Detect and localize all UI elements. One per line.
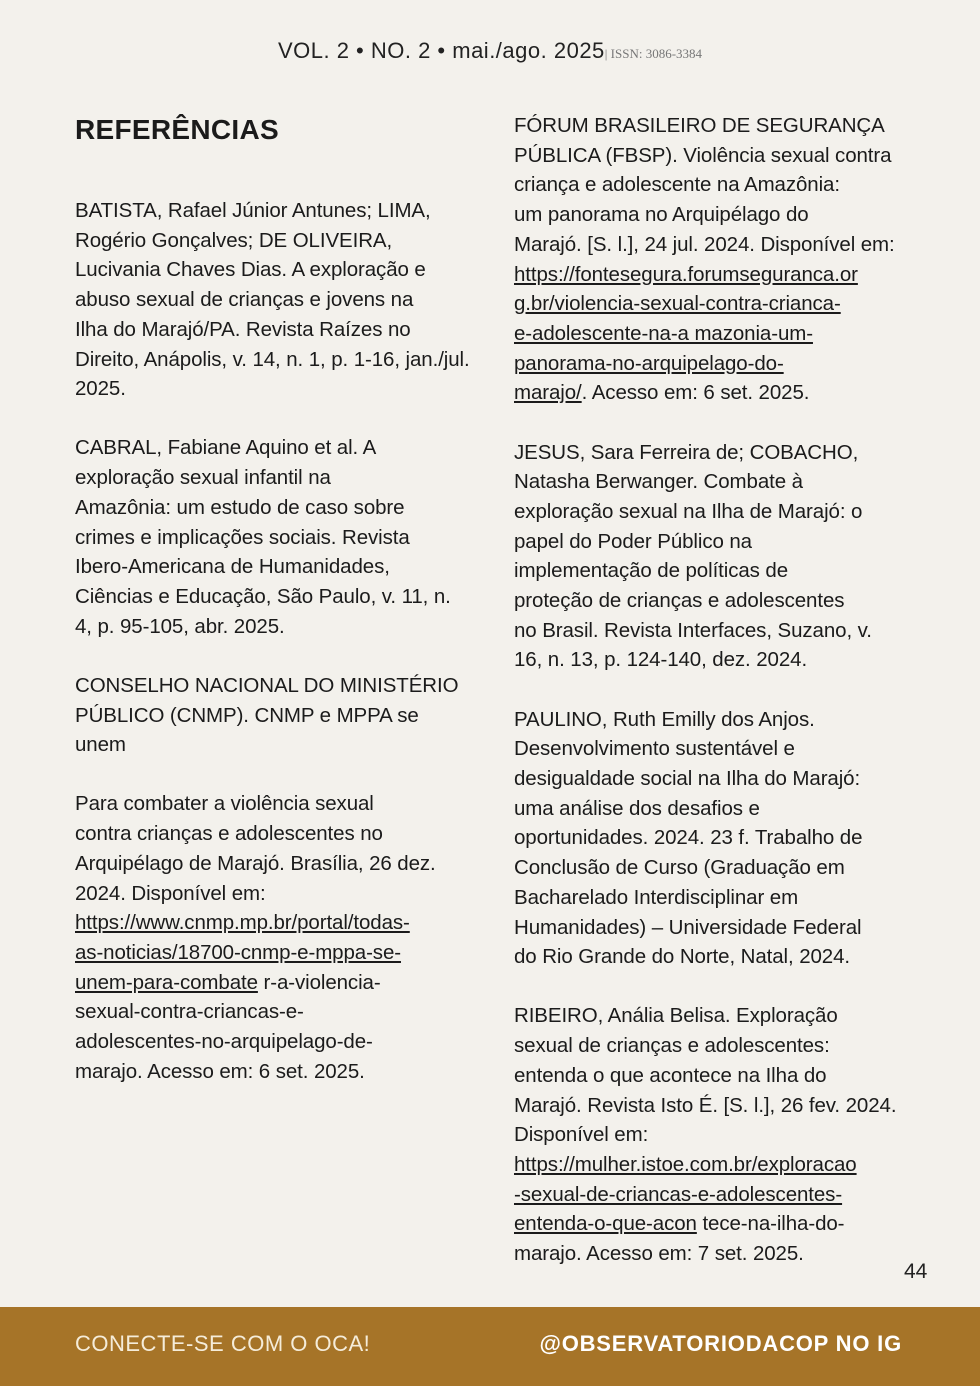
reference-text-line: Amazônia: um estudo de caso sobre <box>75 495 405 519</box>
reference-link[interactable]: e-adolescente-na-a mazonia-um- <box>514 321 813 345</box>
reference-entry <box>75 433 475 641</box>
reference-entry <box>75 196 475 404</box>
reference-text-fragment: tece-na-ilha-do- <box>696 1212 845 1236</box>
reference-text-line: Ibero-Americana de Humanidades, <box>75 555 390 579</box>
footer-instagram-handle[interactable]: @OBSERVATORIODACOP NO IG <box>539 1331 902 1356</box>
reference-text-line: desigualdade social na Ilha do Marajó: <box>514 767 861 791</box>
reference-text-line: exploração sexual infantil na <box>75 466 331 490</box>
reference-link[interactable]: marajo/ <box>514 381 582 405</box>
reference-text-line: 16, n. 13, p. 124-140, dez. 2024. <box>514 648 808 672</box>
reference-text-line: Desenvolvimento sustentável e <box>514 737 795 761</box>
reference-text-line: Disponível em: <box>514 1123 649 1147</box>
reference-entry <box>514 705 914 972</box>
reference-text-line: sexual de crianças e adolescentes: <box>514 1034 830 1058</box>
reference-text-line: crimes e implicações sociais. Revista <box>75 525 410 549</box>
reference-text-line: contra crianças e adolescentes no <box>75 822 383 846</box>
reference-text-line: uma análise dos desafios e <box>514 796 760 820</box>
reference-text-line: exploração sexual na Ilha de Marajó: o <box>514 499 863 523</box>
footer-bar <box>0 1307 980 1386</box>
reference-text-line: Para combater a violência sexual <box>75 792 374 816</box>
reference-text-line: Lucivania Chaves Dias. A exploração e <box>75 258 426 282</box>
volume-info: VOL. 2 • NO. 2 • mai./ago. 2025 <box>277 38 605 63</box>
reference-link[interactable]: unem-para-combate <box>75 970 258 994</box>
reference-text-line: FÓRUM BRASILEIRO DE SEGURANÇA <box>514 114 885 137</box>
reference-text-line: um panorama no Arquipélago do <box>514 203 809 227</box>
reference-mixed-line <box>514 1209 914 1239</box>
reference-text-line: marajo. Acesso em: 6 set. 2025. <box>75 1059 365 1083</box>
reference-entry <box>75 789 475 1086</box>
reference-text-line: adolescentes-no-arquipelago-de- <box>75 1030 373 1054</box>
reference-text-line: Natasha Berwanger. Combate à <box>514 470 803 494</box>
footer-call-to-action: CONECTE-SE COM O OCA! <box>75 1331 371 1356</box>
reference-text-line: 2024. Disponível em: <box>75 881 266 905</box>
reference-text-line: Marajó. [S. l.], 24 jul. 2024. Disponível em: <box>514 232 895 256</box>
reference-entry <box>514 1001 914 1268</box>
reference-text-line: JESUS, Sara Ferreira de; COBACHO, <box>514 440 859 464</box>
reference-text-line: unem <box>75 733 126 757</box>
reference-entry <box>514 111 914 408</box>
reference-text-line: oportunidades. 2024. 23 f. Trabalho de <box>514 826 863 850</box>
reference-text-line: PÚBLICA (FBSP). Violência sexual contra <box>514 143 892 167</box>
reference-mixed-line <box>75 968 475 998</box>
reference-text-line: RIBEIRO, Anália Belisa. Exploração <box>514 1004 838 1028</box>
reference-text-line: no Brasil. Revista Interfaces, Suzano, v. <box>514 618 872 642</box>
reference-text-line: entenda o que acontece na Ilha do <box>514 1063 827 1087</box>
right-reference-list <box>514 111 914 1269</box>
reference-link[interactable]: https://mulher.istoe.com.br/exploracao <box>514 1153 857 1176</box>
reference-text-line: Direito, Anápolis, v. 14, n. 1, p. 1-16, jan./jul. <box>75 347 470 371</box>
journal-header <box>0 38 980 64</box>
left-reference-list <box>75 196 475 1086</box>
reference-text-line: BATISTA, Rafael Júnior Antunes; LIMA, <box>75 199 431 222</box>
reference-text-line: CONSELHO NACIONAL DO MINISTÉRIO <box>75 673 459 697</box>
reference-text-line: implementação de políticas de <box>514 559 789 583</box>
reference-mixed-line <box>514 378 914 408</box>
reference-text-line: Ciências e Educação, São Paulo, v. 11, n. <box>75 584 451 608</box>
reference-text-line: 4, p. 95-105, abr. 2025. <box>75 614 285 638</box>
reference-entry <box>514 438 914 676</box>
reference-link[interactable]: panorama-no-arquipelago-do- <box>514 351 784 375</box>
reference-text-line: criança e adolescente na Amazônia: <box>514 173 840 197</box>
reference-text-line: sexual-contra-criancas-e- <box>75 1000 304 1024</box>
reference-text-line: do Rio Grande do Norte, Natal, 2024. <box>514 945 850 969</box>
page-number: 44 <box>904 1260 928 1283</box>
reference-link[interactable]: https://www.cnmp.mp.br/portal/todas- <box>75 911 410 935</box>
reference-link[interactable]: entenda-o-que-acon <box>514 1212 697 1236</box>
reference-link[interactable]: as-noticias/18700-cnmp-e-mppa-se- <box>75 940 401 964</box>
references-heading: REFERÊNCIAS <box>75 114 279 145</box>
reference-link[interactable]: https://fontesegura.forumseguranca.or <box>514 262 858 286</box>
reference-link[interactable]: g.br/violencia-sexual-contra-crianca- <box>514 292 841 316</box>
reference-text-line: CABRAL, Fabiane Aquino et al. A <box>75 436 377 460</box>
reference-text-line: Conclusão de Curso (Graduação em <box>514 856 845 880</box>
reference-text-line: proteção de crianças e adolescentes <box>514 589 845 613</box>
reference-text-line: Arquipélago de Marajó. Brasília, 26 dez. <box>75 851 436 875</box>
references-right-column <box>514 111 914 1298</box>
issn-label: | ISSN: 3086-3384 <box>604 46 703 61</box>
reference-text-line: Marajó. Revista Isto É. [S. l.], 26 fev. 2024. <box>514 1093 897 1117</box>
reference-text-fragment: r-a-violencia- <box>257 970 381 994</box>
reference-text-line: 2025. <box>75 377 126 401</box>
reference-text-line: PAULINO, Ruth Emilly dos Anjos. <box>514 707 815 731</box>
reference-text-line: Humanidades) – Universidade Federal <box>514 915 862 939</box>
reference-text-line: marajo. Acesso em: 7 set. 2025. <box>514 1242 804 1266</box>
reference-text-line: abuso sexual de crianças e jovens na <box>75 288 414 312</box>
reference-text-line: papel do Poder Público na <box>514 529 752 553</box>
reference-entry <box>75 671 475 760</box>
reference-text-line: Ilha do Marajó/PA. Revista Raízes no <box>75 317 411 341</box>
reference-link[interactable]: -sexual-de-criancas-e-adolescentes- <box>514 1182 843 1206</box>
reference-text-line: PÚBLICO (CNMP). CNMP e MPPA se <box>75 703 419 727</box>
reference-text-line: Bacharelado Interdisciplinar em <box>514 885 799 909</box>
references-left-column <box>75 110 475 1116</box>
reference-text-line: Rogério Gonçalves; DE OLIVEIRA, <box>75 228 393 252</box>
reference-text-fragment: . Acesso em: 6 set. 2025. <box>581 381 810 405</box>
